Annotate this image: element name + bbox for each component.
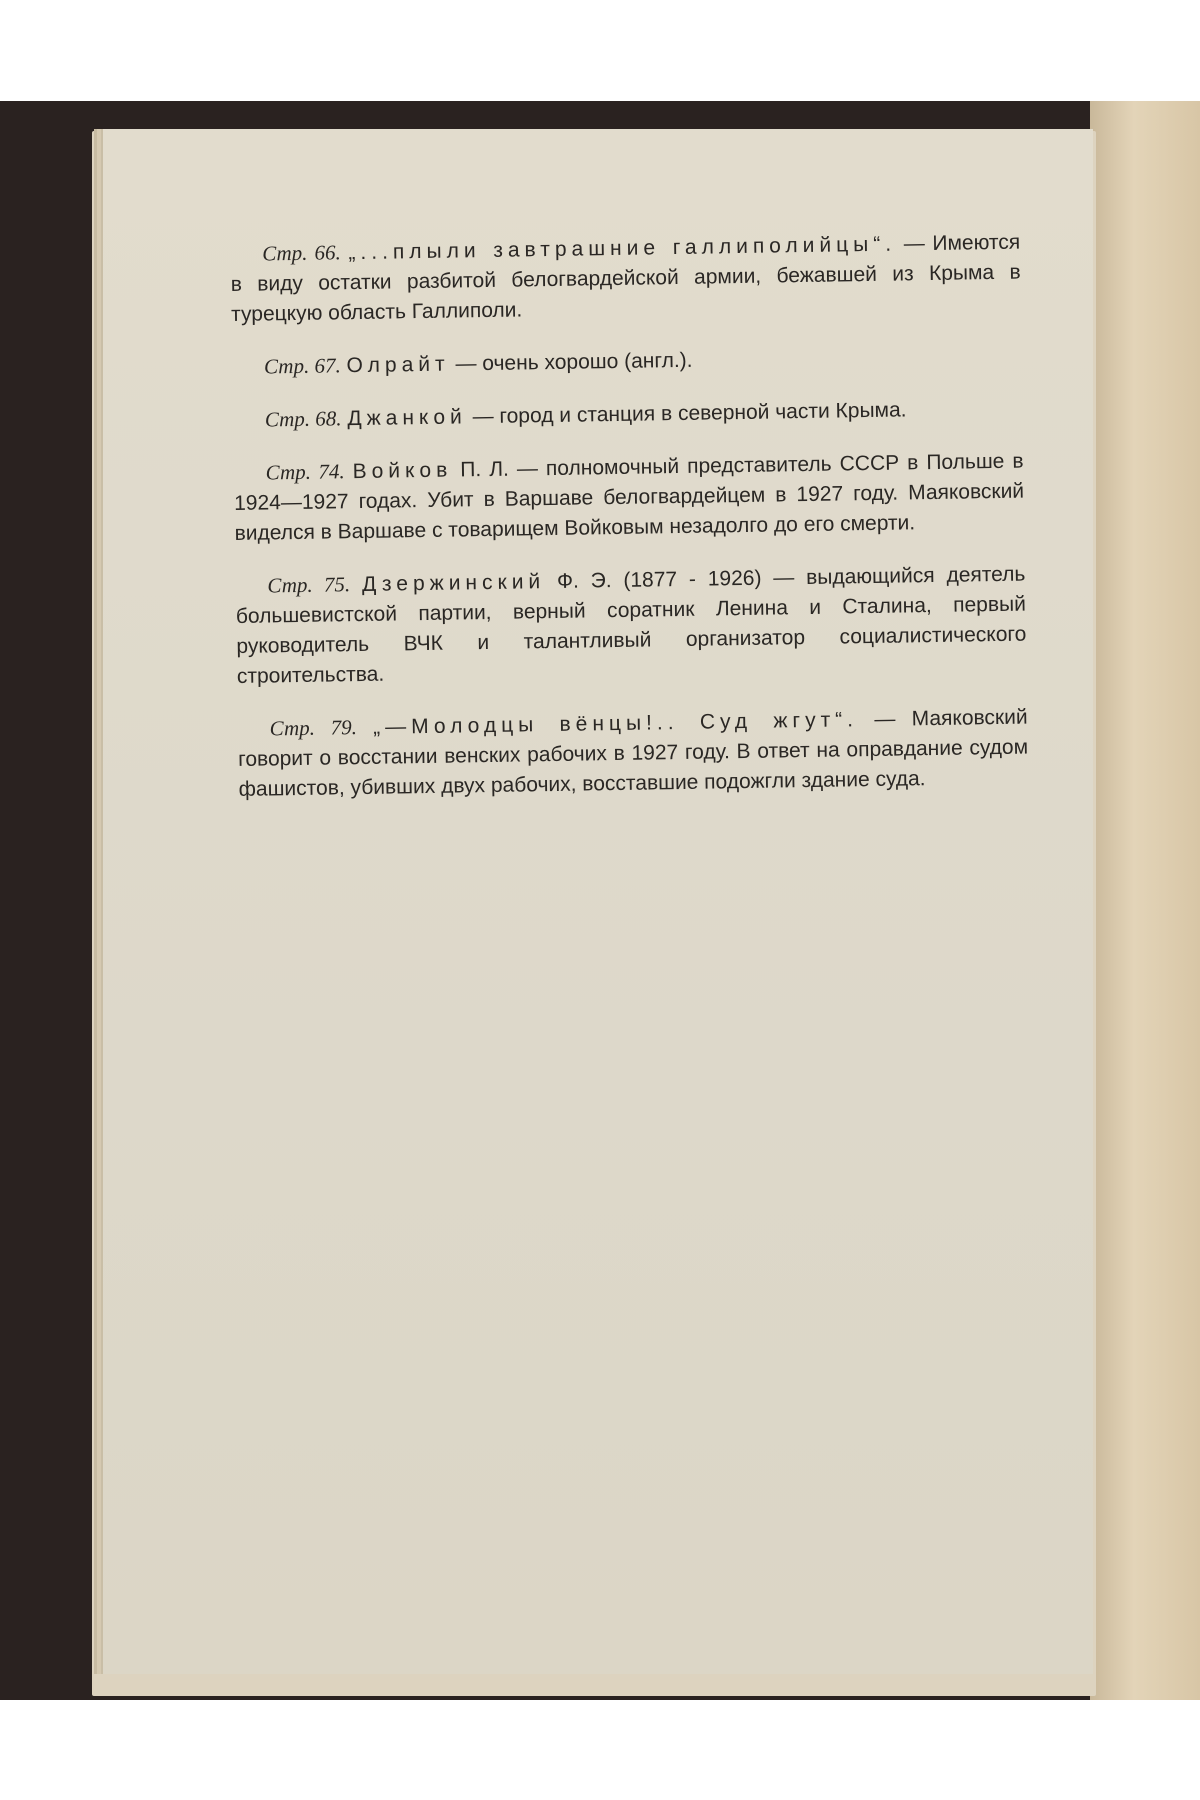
- note-ref: Стр. 67.: [263, 353, 341, 379]
- adjacent-page-edge: [1090, 101, 1200, 1700]
- note-term: „—Молодцы вёнцы!.. Суд жгут“.: [373, 708, 859, 739]
- note-ref: Стр. 66.: [262, 240, 341, 266]
- note-ref: Стр. 68.: [264, 406, 342, 432]
- note-term: „...плыли завтрашние галлиполийцы“.: [348, 232, 897, 265]
- book-page: [103, 129, 1093, 1674]
- note-text: — очень хорошо (англ.).: [449, 348, 693, 376]
- book-photo: [0, 101, 1200, 1700]
- note-term: Джанкой: [347, 405, 467, 431]
- note-text: — Имеются в виду остатки разбитой белогвардейской армии, бежавшей из Крыма в турецкую область Галлиполи.: [230, 230, 1021, 326]
- note-ref: Стр. 75.: [267, 572, 351, 598]
- note-term: Войков: [352, 458, 453, 484]
- notes-text: [230, 227, 1029, 827]
- note-text: Ф. Э. (1877 - 1926) — выдающийся деятель большевистской партии, верный соратник Ленина и Сталина, первый руководитель ВЧК и талантливый организатор социалистического строительства.: [235, 562, 1027, 688]
- note-p68: [233, 393, 1023, 436]
- note-p79: [237, 702, 1028, 805]
- note-term: Дзержинский: [361, 570, 546, 596]
- note-text: — Маяковский говорит о восстании венских рабочих в 1927 году. В ответ на оправдание судом фашистов, убивших двух рабочих, восставшие подожгли здание суда.: [237, 705, 1029, 801]
- note-p67: [232, 340, 1022, 383]
- note-text: — город и станция в северной части Крыма.: [466, 398, 907, 429]
- note-p75: [235, 559, 1027, 692]
- note-term: Олрайт: [346, 352, 450, 378]
- note-ref: Стр. 74.: [265, 459, 345, 485]
- note-text: П. Л. — полномочный представитель СССР в Польше в 1924—1927 годах. Убит в Варшаве белогвардейцем в 1927 году. Маяковский виделся в Варшаве с товарищем Войковым незадолго до его смерти.: [233, 449, 1025, 545]
- note-p66: [230, 227, 1021, 330]
- note-p74: [233, 446, 1024, 549]
- note-ref: Стр. 79.: [269, 715, 358, 741]
